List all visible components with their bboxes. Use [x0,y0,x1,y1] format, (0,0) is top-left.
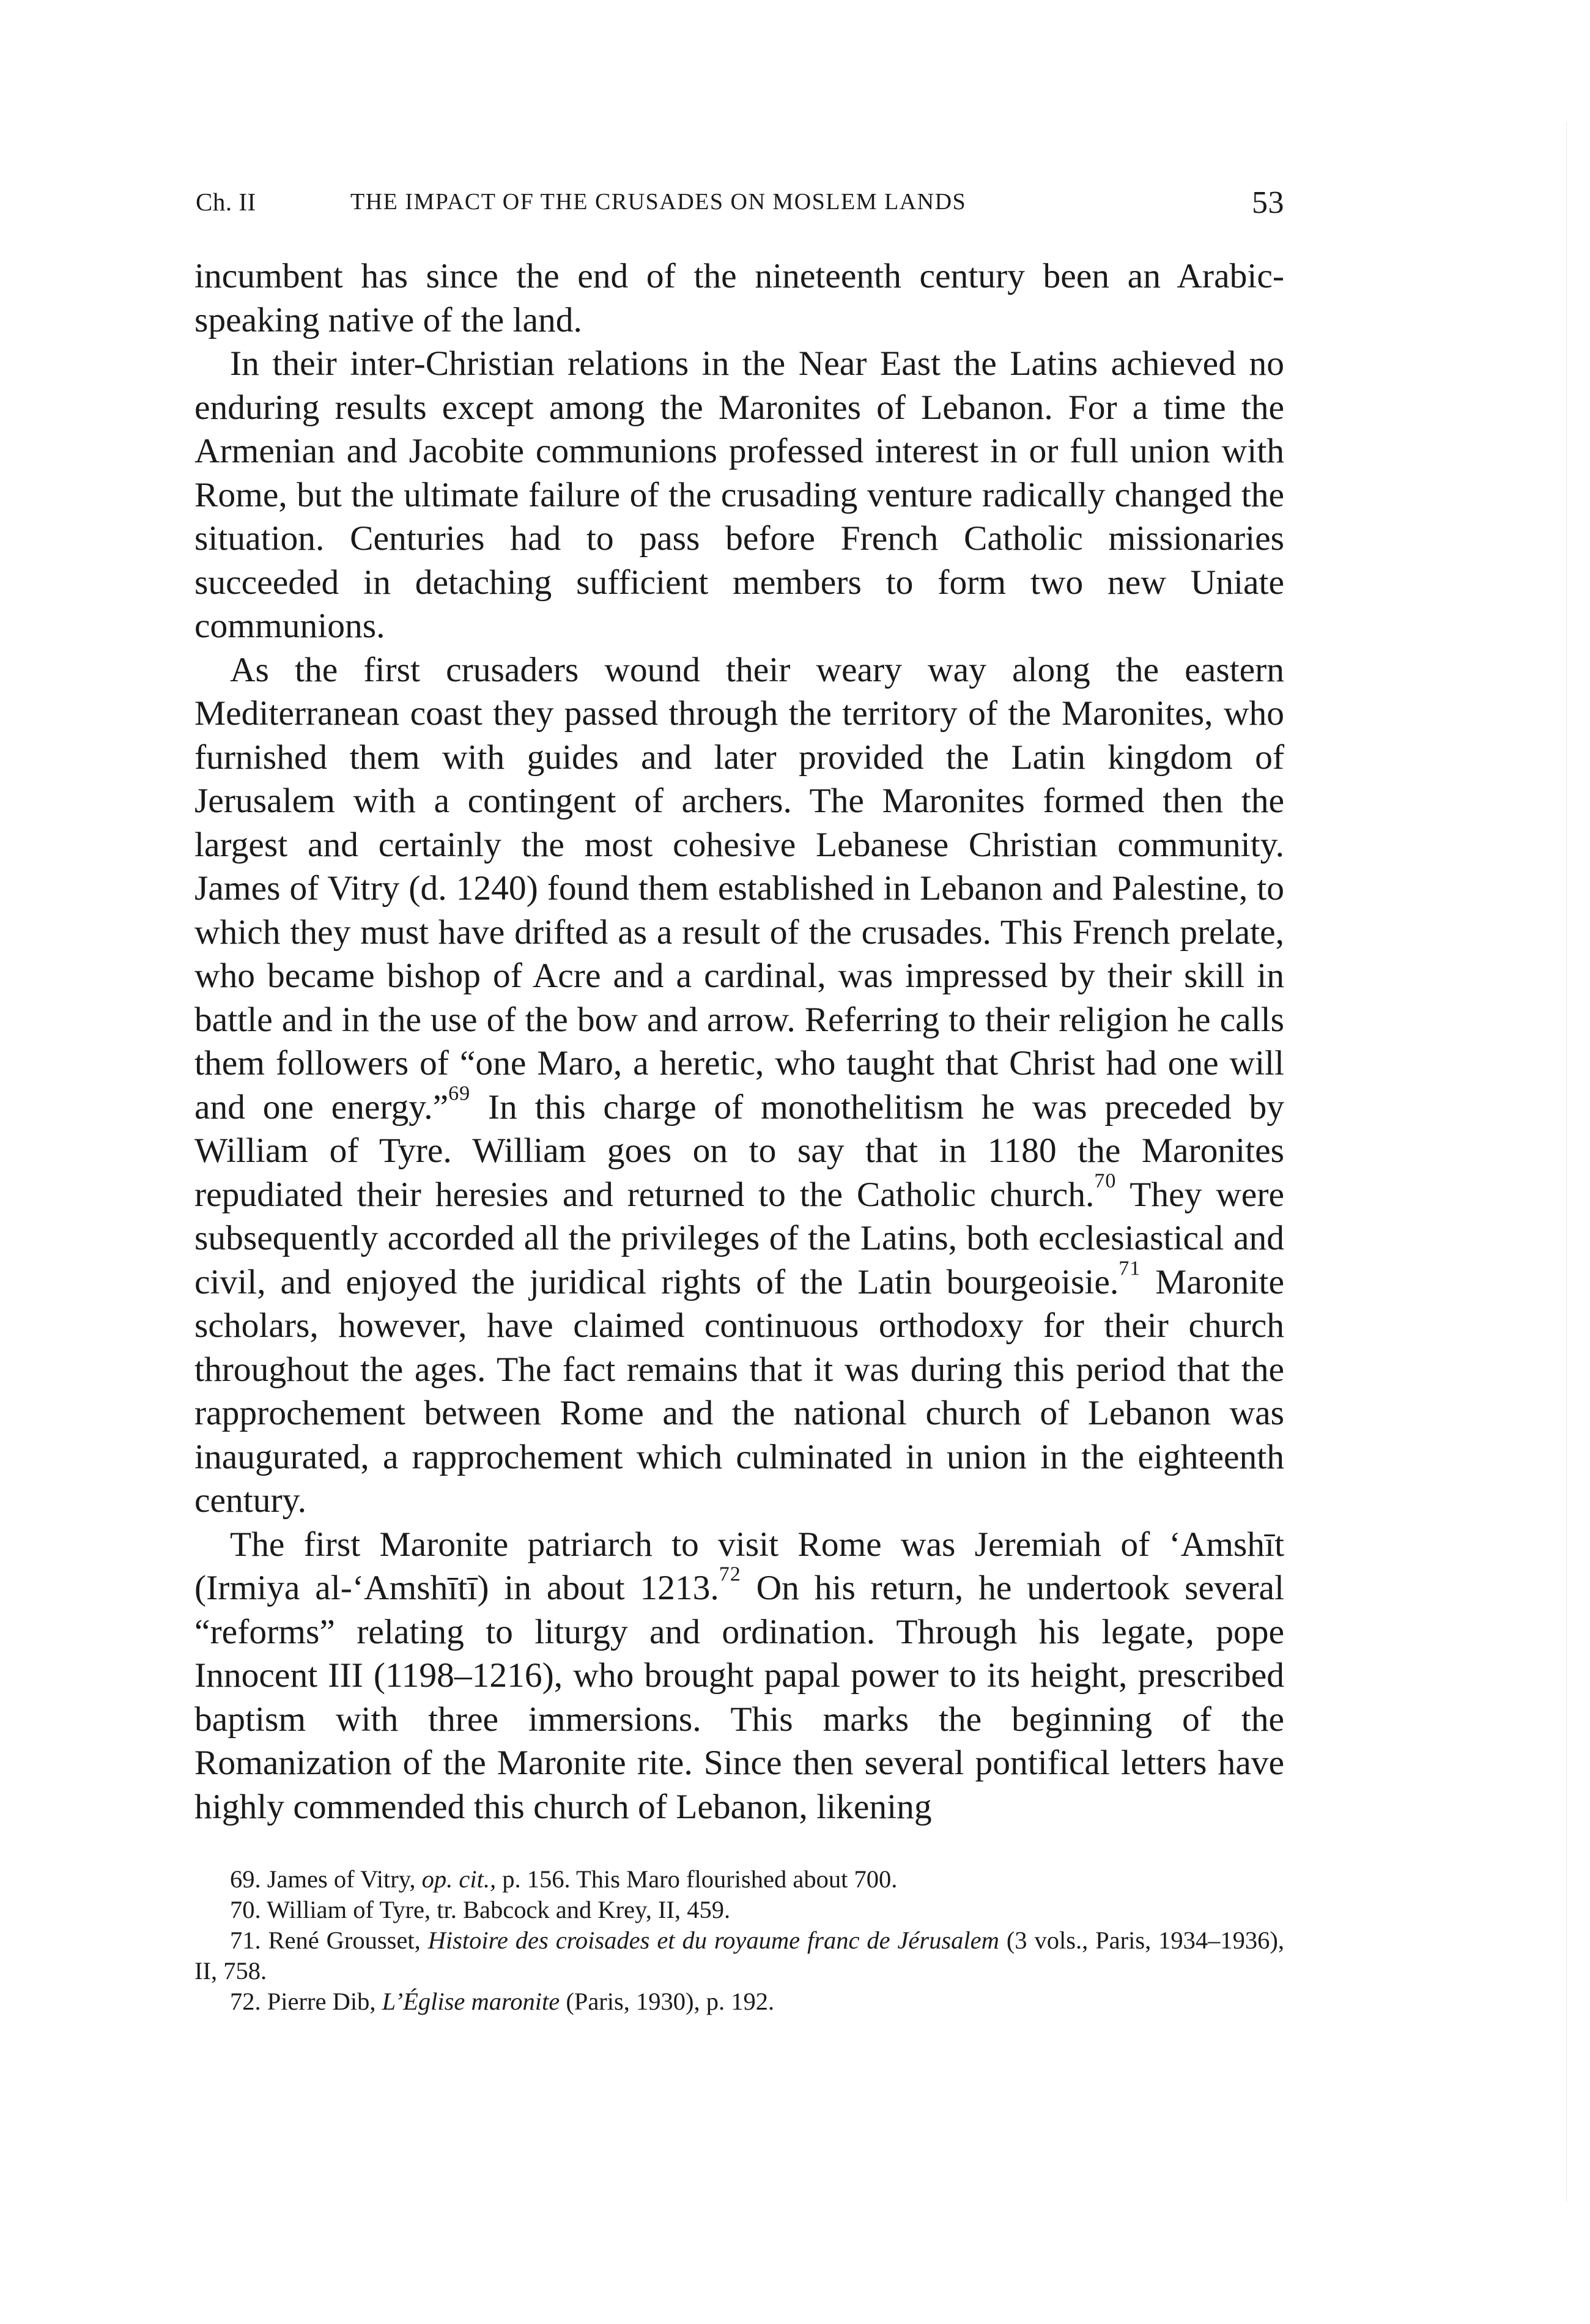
paragraph [194,648,1284,1523]
footnote-text: (Paris, 1930), p. 192. [560,1988,775,2015]
footnote-text: Pierre Dib, [261,1988,382,2015]
footnote-ref[interactable]: 69 [448,1081,471,1105]
footnote-ref[interactable]: 70 [1094,1169,1117,1192]
book-page [194,187,1284,2017]
footnote-text: William of Tyre, tr. Babcock and Krey, II, 459. [261,1896,731,1923]
text-segment: Maronite scholars, however, have claimed continuous orthodoxy for their church throughout the ages. The fact remains that it was during this period that the rapprochement between Rome and the national church of Lebanon was inaugurated, a rapprochement which culminated in union in the eighteenth century. [194,1262,1284,1520]
text-segment: In this charge of monothelitism he was preceded by William of Tyre. William goes on to say that in 1180 the Maronites repudiated their heresies and returned to the Catholic church. [194,1087,1284,1214]
paragraph [194,342,1284,648]
footnote-ref[interactable]: 71 [1119,1256,1141,1279]
body-text [194,254,1284,1829]
footnote-italic: Histoire des croisades et du royaume franc de Jérusalem [427,1926,999,1954]
footnote-number: 70. [230,1896,261,1923]
text-segment: On his return, he undertook several “reforms” relating to liturgy and ordination. Through his legate, pope Innocent III (1198–1216), who brought papal power to its height, prescribed baptism with three immersions. This marks the beginning of the Romanization of the Maronite rite. Since then several pontifical letters have highly commended this church of Lebanon, likening [194,1569,1284,1826]
footnote-text: James of Vitry, [261,1865,422,1893]
footnote-ref[interactable]: 72 [719,1563,741,1586]
running-head [194,187,1284,224]
footnote-number: 71. [230,1926,261,1954]
footnote-number: 69. [230,1865,261,1893]
footnote-text: p. 156. This Maro flourished about 700. [496,1865,898,1893]
chapter-label: Ch. II [196,188,256,216]
text-segment: As the first crusaders wound their weary way along the eastern Mediterranean coast they passed through the territory of the Maronites, who furnished them with guides and later provided the Latin kingdom of Jerusalem with a contingent of archers. The Maronites formed then the largest and certainly the most cohesive Lebanese Christian community. James of Vitry (d. 1240) found them established in Lebanon and Palestine, to which they must have drifted as a result of the crusades. This French prelate, who became bishop of Acre and a cardinal, was impressed by their skill in battle and in the use of the bow and arrow. Referring to their religion he calls them followers of “one Maro, a heretic, who taught that Christ had one will and one energy.” [194,650,1284,1127]
footnote [194,1986,1284,2017]
footnote-text: (3 vols., Paris, 1934–1936), II, 758. [194,1926,1285,1985]
text-segment: They were subsequently accorded all the privileges of the Latins, both ecclesiastical and civil, and enjoyed the juridical rights of the Latin bourgeoisie. [194,1175,1284,1301]
footnote-text: René Grousset, [261,1926,428,1954]
text-segment: In their inter-Christian relations in the Near East the Latins achieved no enduring results except among the Maronites of Lebanon. For a time the Armenian and Jacobite communions professed interest in or full union with Rome, but the ultimate failure of the crusading venture radically changed the situation. Centuries had to pass before French Catholic missionaries succeeded in detaching sufficient members to form two new Uniate communions. [194,344,1284,645]
footnotes [194,1864,1284,2017]
footnote-number: 72. [230,1988,261,2015]
text-segment: The first Maronite patriarch to visit Rome was Jeremiah of ‘Amshīt (Irmiya al-‘Amshītī) in about 1213. [194,1525,1284,1607]
footnote-italic: op. cit., [421,1865,497,1893]
scan-edge-marks [1564,122,1567,2202]
text-segment: incumbent has since the end of the nineteenth century been an Arabic-speaking native of the land. [194,257,1284,339]
running-title: THE IMPACT OF THE CRUSADES ON MOSLEM LANDS [350,189,967,215]
footnote [194,1895,1284,1925]
paragraph [194,1523,1284,1829]
footnote [194,1864,1284,1895]
paragraph [194,254,1284,342]
footnote-italic: L’Église maronite [382,1988,560,2015]
page-number: 53 [1252,185,1284,220]
footnote [194,1925,1284,1986]
